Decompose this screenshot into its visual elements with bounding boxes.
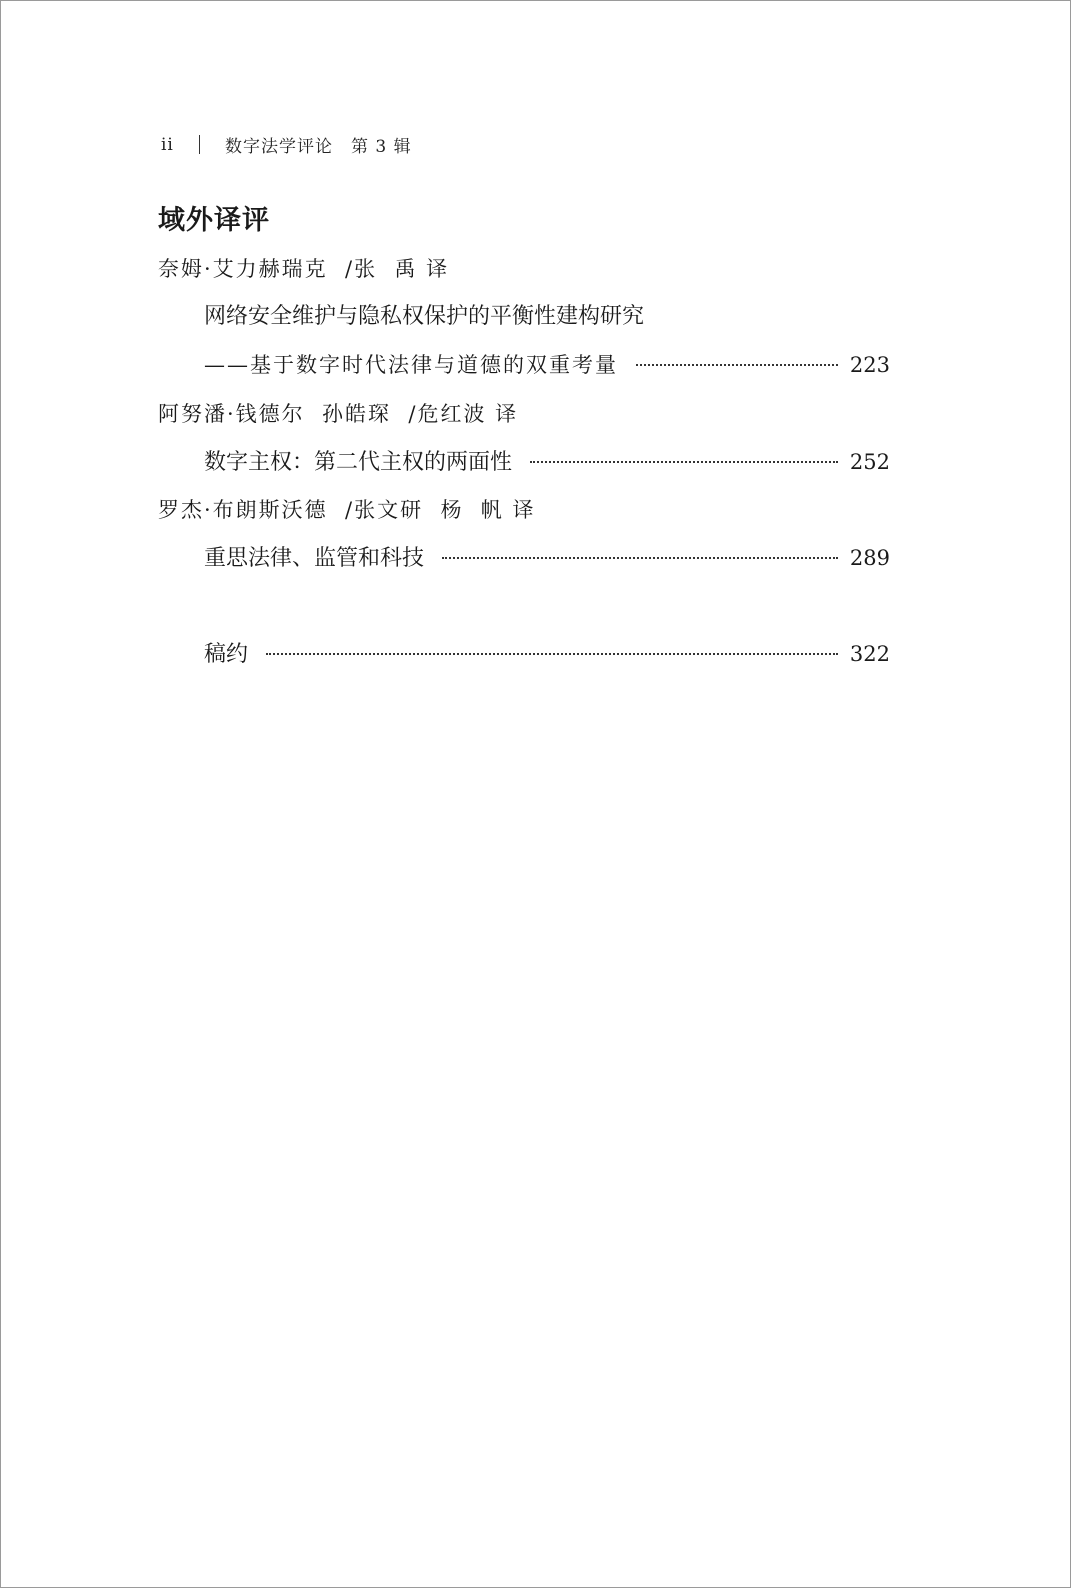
entry-author: 阿努潘·钱德尔 孙皓琛 /危红波 译 <box>158 402 519 426</box>
entry-page-number: 223 <box>849 353 890 377</box>
toc-entry[interactable] <box>204 349 890 379</box>
header-divider <box>199 135 200 154</box>
dot-leader <box>530 461 838 463</box>
entry-page-number: 252 <box>849 450 890 474</box>
entry-page-number: 289 <box>849 546 890 570</box>
entry-author: 奈姆·艾力赫瑞克 /张 禹 译 <box>158 257 450 281</box>
entry-title: 稿约 <box>204 642 249 667</box>
entry-title: 数字主权：第二代主权的两面性 <box>204 450 513 475</box>
entry-subtitle: ——基于数字时代法律与道德的双重考量 <box>204 353 618 377</box>
entry-title: 重思法律、监管和科技 <box>204 546 425 571</box>
entry-title: 网络安全维护与隐私权保护的平衡性建构研究 <box>204 304 645 329</box>
book-title: 数字法学评论 <box>225 137 333 157</box>
dot-leader <box>636 364 838 366</box>
entry-author: 罗杰·布朗斯沃德 /张文研 杨 帆 译 <box>158 498 536 522</box>
entry-page-number: 322 <box>849 642 890 666</box>
toc-entry[interactable] <box>204 445 890 476</box>
toc-entry-submission[interactable] <box>204 637 890 668</box>
toc-entry[interactable] <box>204 541 890 572</box>
running-header <box>161 132 412 157</box>
section-title: 域外译评 <box>158 205 270 236</box>
volume-label: 第 3 辑 <box>351 137 412 157</box>
page-number: ii <box>161 134 174 155</box>
dot-leader <box>442 557 838 559</box>
dot-leader <box>266 653 838 655</box>
